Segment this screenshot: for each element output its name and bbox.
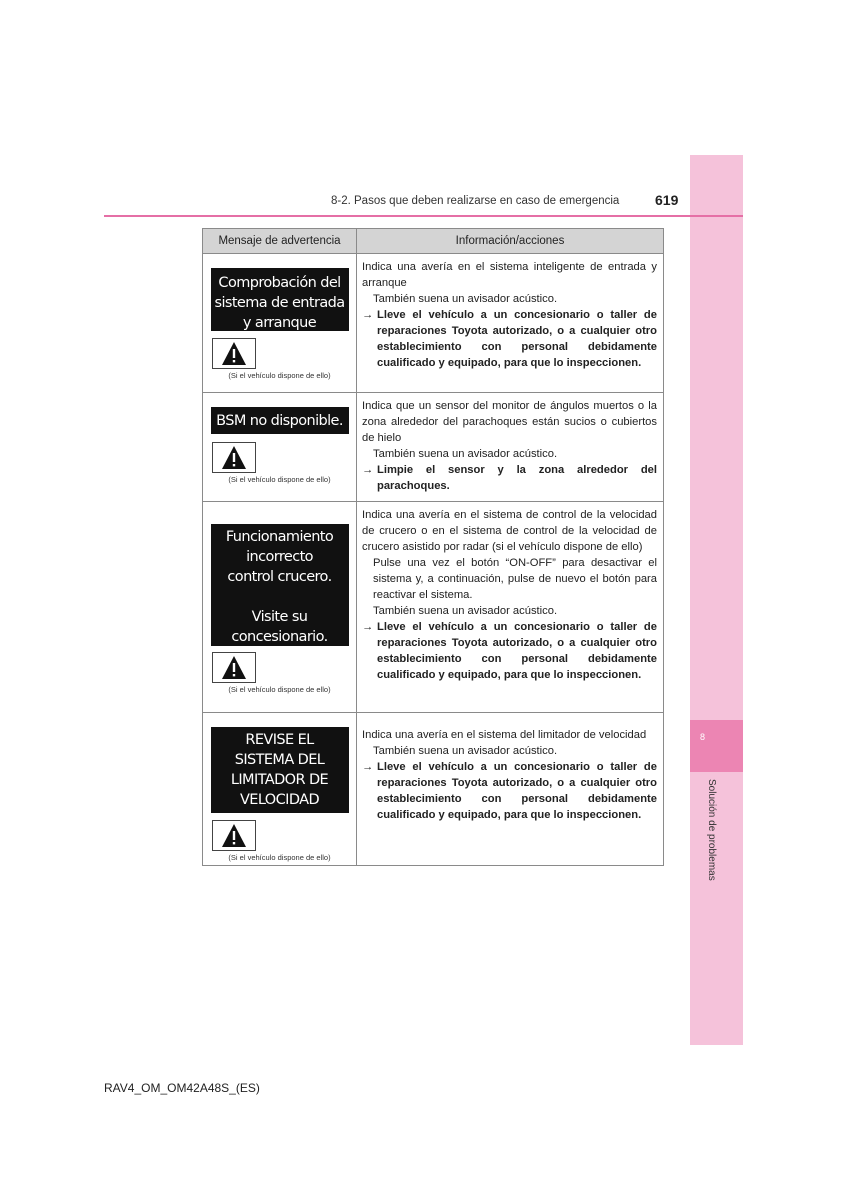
- info-actions-cell: [357, 393, 664, 502]
- display-line: sistema de entrada: [214, 295, 345, 311]
- table-header-row: [203, 229, 664, 254]
- display-line: incorrecto: [246, 549, 313, 565]
- action-text: Limpie el sensor y la zona alrededor del parachoques.: [377, 464, 657, 492]
- display-line: REVISE EL: [245, 732, 314, 748]
- display-line: y arranque: [242, 315, 317, 331]
- display-line: SISTEMA DEL: [234, 752, 325, 768]
- action-item: [362, 307, 657, 371]
- caution-triangle-icon: [212, 652, 256, 683]
- table-row: [203, 254, 664, 393]
- info-extra: También suena un avisador acústico.: [373, 293, 558, 305]
- availability-note: (Si el vehículo dispone de ello): [228, 685, 331, 694]
- action-text: Lleve el vehículo a un concesionario o taller de reparaciones Toyota autorizado, o a cualquier otro establecimiento con personal debidamente cualificado y equipado, para que lo inspeccionen.: [377, 309, 657, 369]
- info-description: Indica una avería en el sistema inteligente de entrada y arranque: [362, 261, 657, 289]
- warning-message-cell: [203, 713, 357, 866]
- table-row: [203, 713, 664, 866]
- action-text: Lleve el vehículo a un concesionario o taller de reparaciones Toyota autorizado, o a cualquier otro establecimiento con personal debidamente cualificado y equipado, para que lo inspeccionen.: [377, 761, 657, 821]
- warning-display-panel: [211, 524, 349, 646]
- info-actions-cell: [357, 254, 664, 393]
- document-code: RAV4_OM_OM42A48S_(ES): [104, 1081, 260, 1095]
- warning-message-cell: [203, 393, 357, 502]
- display-line: LIMITADOR DE: [230, 772, 329, 788]
- caution-triangle-icon: [212, 442, 256, 473]
- arrow-icon: →: [362, 621, 374, 633]
- warning-message-cell: [203, 254, 357, 393]
- info-actions-cell: [357, 713, 664, 866]
- action-item: [362, 759, 657, 823]
- info-description: Indica una avería en el sistema del limitador de velocidad: [362, 729, 647, 741]
- info-description: Indica que un sensor del monitor de ángulos muertos o la zona alrededor del parachoques están sucios o cubiertos de hielo: [362, 400, 657, 444]
- display-line: concesionario.: [231, 629, 328, 645]
- action-item: [362, 462, 657, 494]
- caution-triangle-icon: [212, 820, 256, 851]
- display-line: Visite su: [251, 609, 308, 625]
- chapter-number-box: [690, 720, 743, 772]
- side-chapter-tab: [690, 155, 743, 1045]
- availability-note: (Si el vehículo dispone de ello): [228, 475, 331, 484]
- table-row: [203, 502, 664, 713]
- page-number: 619: [655, 192, 679, 208]
- display-line: VELOCIDAD: [239, 792, 320, 808]
- column-header-message: Mensaje de advertencia: [203, 229, 357, 254]
- display-line: Comprobación del: [218, 275, 341, 291]
- info-extra: También suena un avisador acústico.: [373, 605, 558, 617]
- column-header-info: Información/acciones: [357, 229, 664, 254]
- arrow-icon: →: [362, 464, 374, 476]
- warning-display-panel: [211, 268, 349, 331]
- arrow-icon: →: [362, 761, 374, 773]
- display-line: [211, 587, 349, 607]
- info-description: Indica una avería en el sistema de control de la velocidad de crucero o en el sistema de control de la velocidad de crucero asistido por radar (si el vehículo dispone de ello): [362, 509, 657, 553]
- chapter-title: Solución de problemas: [706, 779, 717, 881]
- warning-display-panel: [211, 727, 349, 813]
- info-extra: También suena un avisador acústico.: [373, 448, 558, 460]
- availability-note: (Si el vehículo dispone de ello): [228, 371, 331, 380]
- header-divider: [104, 215, 743, 217]
- action-item: [362, 619, 657, 683]
- arrow-icon: →: [362, 309, 374, 321]
- warning-message-table: [202, 228, 664, 866]
- info-extra: Pulse una vez el botón “ON-OFF” para desactivar el sistema y, a continuación, pulse de nuevo el botón para reactivar el sistema.: [373, 557, 657, 601]
- table-row: [203, 393, 664, 502]
- section-title: 8-2. Pasos que deben realizarse en caso de emergencia: [331, 195, 620, 207]
- display-line: BSM no disponible.: [216, 413, 343, 429]
- warning-message-cell: [203, 502, 357, 713]
- action-text: Lleve el vehículo a un concesionario o taller de reparaciones Toyota autorizado, o a cualquier otro establecimiento con personal debidamente cualificado y equipado, para que lo inspeccionen.: [377, 621, 657, 681]
- info-extra: También suena un avisador acústico.: [373, 745, 558, 757]
- warning-display-panel: [211, 407, 349, 434]
- info-actions-cell: [357, 502, 664, 713]
- caution-triangle-icon: [212, 338, 256, 369]
- chapter-number: 8: [700, 732, 706, 742]
- display-line: control crucero.: [227, 569, 332, 585]
- display-line: Funcionamiento: [225, 529, 334, 545]
- availability-note: (Si el vehículo dispone de ello): [228, 853, 331, 862]
